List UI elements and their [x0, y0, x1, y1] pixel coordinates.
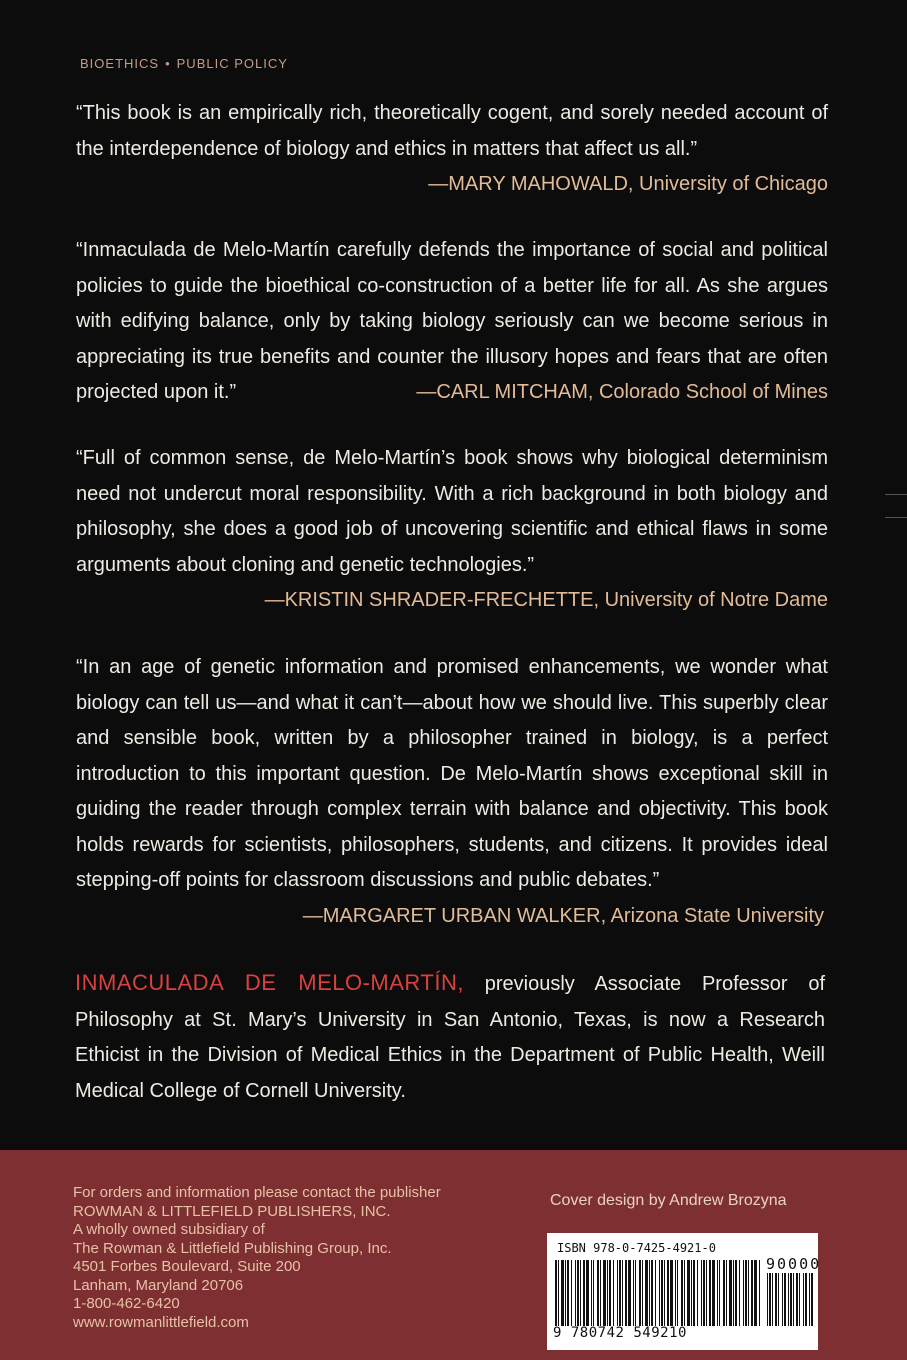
barcode-bar: [735, 1260, 737, 1326]
trim-mark: [885, 494, 907, 495]
barcode-bar: [583, 1260, 585, 1326]
isbn-label: ISBN 978-0-7425-4921-0: [557, 1241, 716, 1255]
barcode-bar: [675, 1260, 676, 1326]
barcode-bar: [796, 1273, 798, 1326]
barcode-bar: [586, 1260, 589, 1326]
barcode-bar: [567, 1260, 569, 1326]
barcode-bar: [811, 1273, 813, 1326]
barcode-bar: [788, 1273, 789, 1326]
barcode-bar: [809, 1273, 810, 1326]
barcode-bar: [635, 1260, 636, 1326]
barcode-bar: [664, 1260, 665, 1326]
barcode-bar: [571, 1260, 572, 1326]
blurb-4: [76, 650, 828, 934]
price-barcode: [767, 1273, 813, 1326]
barcode-bar: [726, 1260, 727, 1326]
publisher-line: Lanham, Maryland 20706: [73, 1276, 244, 1294]
barcode-bar: [580, 1260, 581, 1326]
barcode-bar: [687, 1260, 690, 1326]
publisher-band: [0, 1150, 907, 1360]
barcode-bar: [754, 1260, 757, 1326]
barcode-bar: [706, 1260, 707, 1326]
barcode-bar: [617, 1260, 618, 1326]
publisher-line: For orders and information please contact the publisher: [73, 1184, 441, 1201]
barcode-bar: [775, 1273, 777, 1326]
barcode-box: [547, 1233, 822, 1350]
publisher-line: A wholly owned subsidiary of: [73, 1221, 265, 1238]
barcode-bar: [561, 1260, 564, 1326]
barcode-bar: [743, 1260, 744, 1326]
barcode-bar: [681, 1260, 683, 1326]
barcode-bar: [717, 1260, 718, 1326]
barcode-bar: [691, 1260, 692, 1326]
barcode-bar: [577, 1260, 579, 1326]
price-code: 90000: [766, 1255, 822, 1273]
barcode-bar: [723, 1260, 725, 1326]
barcode-bar: [769, 1273, 771, 1326]
barcode-bar: [670, 1260, 673, 1326]
barcode-bar: [609, 1260, 611, 1326]
barcode-bar: [555, 1260, 557, 1326]
trim-mark: [885, 517, 907, 518]
barcode-bar: [782, 1273, 783, 1326]
barcode-bar: [655, 1260, 656, 1326]
barcode-bar: [784, 1273, 786, 1326]
barcode-bar: [633, 1260, 634, 1326]
barcode-bar: [628, 1260, 631, 1326]
barcode-bar: [645, 1260, 648, 1326]
barcode-bar: [790, 1273, 792, 1326]
author-bio-text: previously Associate Professor of Philosophy at St. Mary’s University in San Antonio, Texas, is now a Research Ethicist in the Division of Medical Ethics in the Department of Public Health, Weill Medical College of Cornell University.: [75, 973, 825, 1102]
ean-digits: 9 780742 549210: [553, 1325, 687, 1341]
barcode-bar: [651, 1260, 653, 1326]
publisher-line: The Rowman & Littlefield Publishing Group, Inc.: [73, 1239, 392, 1257]
barcode-bar: [751, 1260, 753, 1326]
author-name: INMACULADA DE MELO-MARTÍN,: [75, 970, 464, 995]
publisher-website: www.rowmanlittlefield.com: [73, 1313, 249, 1331]
blurb-attribution: —CARL MITCHAM, Colorado School of Mines: [416, 381, 828, 403]
cover-design-credit: Cover design by Andrew Brozyna: [550, 1192, 787, 1209]
barcode-bar: [684, 1260, 685, 1326]
barcode-bar: [642, 1260, 643, 1326]
barcode-bar: [703, 1260, 705, 1326]
barcode-bar: [767, 1273, 768, 1326]
barcode-bar: [799, 1273, 800, 1326]
publisher-line: ROWMAN & LITTLEFIELD PUBLISHERS, INC.: [73, 1202, 391, 1220]
barcode-bar: [667, 1260, 669, 1326]
barcode-bar: [619, 1260, 621, 1326]
barcode-bar: [649, 1260, 650, 1326]
barcode-bar: [661, 1260, 663, 1326]
barcode-bar: [622, 1260, 623, 1326]
blurb-2: [76, 233, 828, 411]
barcode-bar: [597, 1260, 599, 1326]
barcode-bar: [565, 1260, 566, 1326]
barcode-bar: [778, 1273, 779, 1326]
barcode-bar: [591, 1260, 592, 1326]
barcode-bar: [739, 1260, 740, 1326]
publisher-info: [73, 1184, 513, 1332]
barcode-bar: [639, 1260, 641, 1326]
barcode-bar: [607, 1260, 608, 1326]
barcode-bar: [625, 1260, 627, 1326]
barcode-bar: [659, 1260, 660, 1326]
barcode-bar: [613, 1260, 614, 1326]
barcode-bar: [793, 1273, 794, 1326]
blurb-text: “Full of common sense, de Melo-Martín’s book shows why biological determinism need not undercut moral responsibility. With a rich background in both biology and philosophy, she does a good job of uncovering scientific and ethical flaws in some arguments about cloning and genetic technologies.”: [76, 447, 828, 576]
barcode-bar: [745, 1260, 747, 1326]
blurb-3: [76, 441, 828, 619]
barcode-bar: [701, 1260, 702, 1326]
category-label: [80, 56, 288, 71]
author-bio: [75, 965, 825, 1109]
blurb-attribution: —MARY MAHOWALD, University of Chicago: [428, 173, 828, 195]
blurb-attribution: —MARGARET URBAN WALKER, Arizona State University: [302, 904, 824, 927]
barcode-bar: [600, 1260, 601, 1326]
barcode-bar: [575, 1260, 576, 1326]
barcode-bar: [709, 1260, 711, 1326]
blurb-text: “This book is an empirically rich, theoretically cogent, and sorely needed account of the interdependence of biology and ethics in matters that affect us all.”: [76, 102, 828, 160]
barcode-bar: [693, 1260, 695, 1326]
barcode-bar: [712, 1260, 715, 1326]
publisher-line: 1-800-462-6420: [73, 1295, 180, 1312]
barcode-bar: [558, 1260, 559, 1326]
blurb-attribution: —KRISTIN SHRADER-FRECHETTE, University of Notre Dame: [264, 589, 828, 611]
barcode-bar: [733, 1260, 734, 1326]
barcode-bar: [603, 1260, 606, 1326]
barcode-bar: [803, 1273, 804, 1326]
blurb-1: [76, 96, 828, 203]
category-public-policy: PUBLIC POLICY: [176, 56, 288, 71]
category-bioethics: BIOETHICS: [80, 56, 160, 71]
barcode-bar: [719, 1260, 720, 1326]
barcode-bar: [729, 1260, 732, 1326]
category-separator: •: [165, 56, 171, 71]
barcode-bar: [748, 1260, 749, 1326]
barcode-bar: [697, 1260, 698, 1326]
blurb-text: “In an age of genetic information and promised enhancements, we wonder what biology can tell us—and what it can’t—about how we should live. This superbly clear and sensible book, written by a philosopher trained in biology, is a perfect introduction to this important question. De Melo-Martín shows exceptional skill in guiding the reader through complex terrain with balance and objectivity. This book holds rewards for scientists, philosophers, students, and citizens. It provides ideal stepping-off points for classroom discussions and public debates.”: [76, 656, 828, 891]
ean-barcode: [555, 1260, 760, 1326]
barcode-bar: [677, 1260, 678, 1326]
blurb-text: “Inmaculada de Melo-Martín carefully defends the importance of social and political policies to guide the bioethical co-construction of a better life for all. As she argues with edifying balance, only by taking biology seriously can we become serious in appreciating its true benefits and counter the illusory hopes and fears that are often projected upon it.”: [76, 239, 828, 403]
publisher-line: 4501 Forbes Boulevard, Suite 200: [73, 1258, 301, 1275]
barcode-bar: [805, 1273, 807, 1326]
barcode-bar: [759, 1260, 760, 1326]
barcode-bar: [593, 1260, 594, 1326]
barcode-bar: [772, 1273, 773, 1326]
